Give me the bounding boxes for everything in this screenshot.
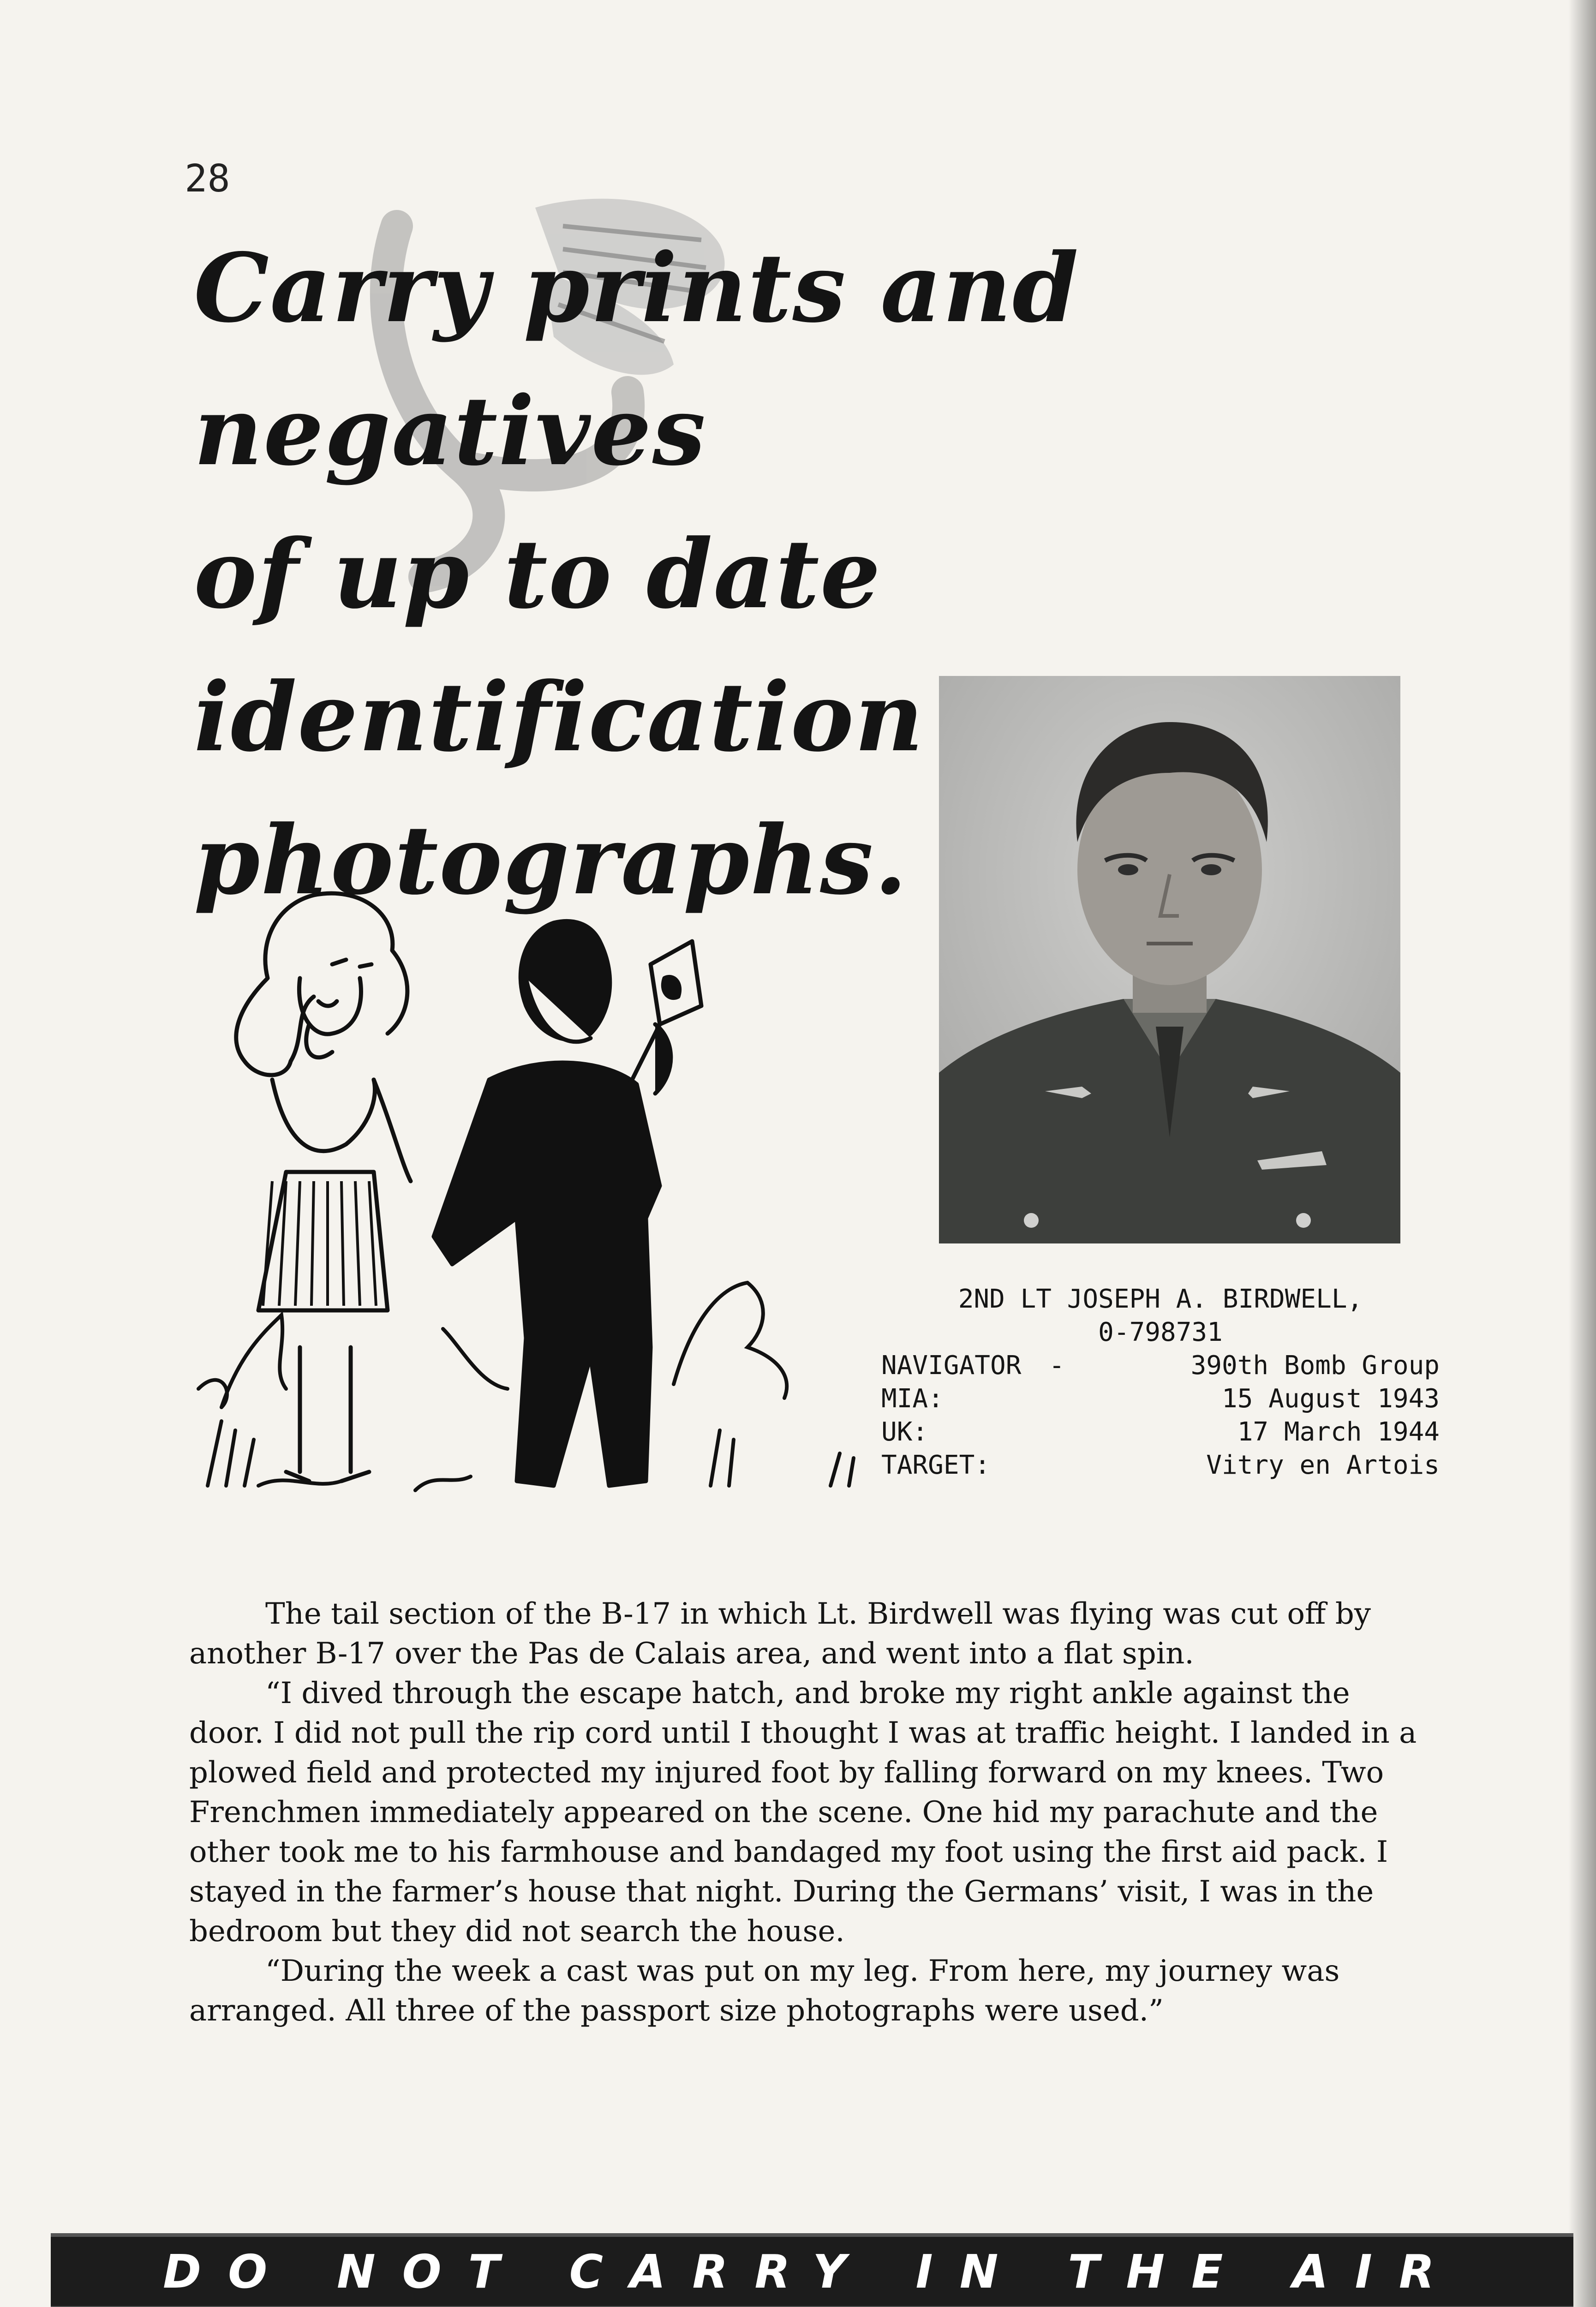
- caption-value: Vitry en Artois: [1206, 1450, 1440, 1480]
- caption-label: TARGET:: [881, 1450, 991, 1480]
- portrait-photo: [939, 676, 1400, 1243]
- page-number: 28: [185, 157, 230, 201]
- page-edge-shadow: [1568, 0, 1596, 2307]
- heading-line-1: Carry prints and negatives: [194, 233, 1080, 487]
- body-paragraph: “I dived through the escape hatch, and broke my right ankle against the door. I did not pull the rip cord until I thought I was at traffic height. I landed in a plowed field and protected my injured foot by falling forward on my knees. Two Frenchmen immediately appeared on the scene. One hid my parachute and the other took me to his farmhouse and bandaged my foot using the first aid pack. I stayed in the farmer’s house that night. During the Germans’ visit, I was in the bedroom but they did not search the house.: [189, 1676, 1417, 1948]
- caption-value: 390th Bomb Group: [1190, 1351, 1440, 1381]
- body-text: [189, 1594, 1426, 2031]
- photo-caption: [881, 1283, 1440, 1482]
- caption-name: 2ND LT JOSEPH A. BIRDWELL,: [958, 1284, 1363, 1314]
- caption-row: [881, 1416, 1440, 1449]
- banner-text: DO NOT CARRY IN THE AIR: [163, 2244, 1461, 2299]
- body-paragraph: The tail section of the B-17 in which Lt. Birdwell was flying was cut off by another B-17 over the Pas de Calais area, and went into a flat spin.: [189, 1597, 1371, 1671]
- heading-line-3: photographs.: [194, 805, 908, 916]
- caption-row: [881, 1382, 1440, 1416]
- heading-line-2: of up to date identification: [194, 519, 925, 773]
- caption-serial: 0-798731: [1098, 1317, 1223, 1347]
- portrait-image: [939, 676, 1400, 1243]
- caption-row: [881, 1449, 1440, 1482]
- body-paragraph: “During the week a cast was put on my leg. From here, my journey was arranged. All three of the passport size photographs were used.”: [189, 1954, 1340, 2028]
- cartoon-illustration: [194, 886, 867, 1546]
- warning-banner: [51, 2233, 1573, 2307]
- caption-value: 17 March 1944: [1237, 1417, 1440, 1447]
- caption-label: MIA:: [881, 1384, 944, 1414]
- caption-label: NAVIGATOR: [881, 1351, 1022, 1381]
- caption-value: 15 August 1943: [1221, 1384, 1440, 1414]
- caption-separator: -: [1049, 1351, 1065, 1381]
- caption-row: [881, 1349, 1440, 1382]
- caption-label: UK:: [881, 1417, 928, 1447]
